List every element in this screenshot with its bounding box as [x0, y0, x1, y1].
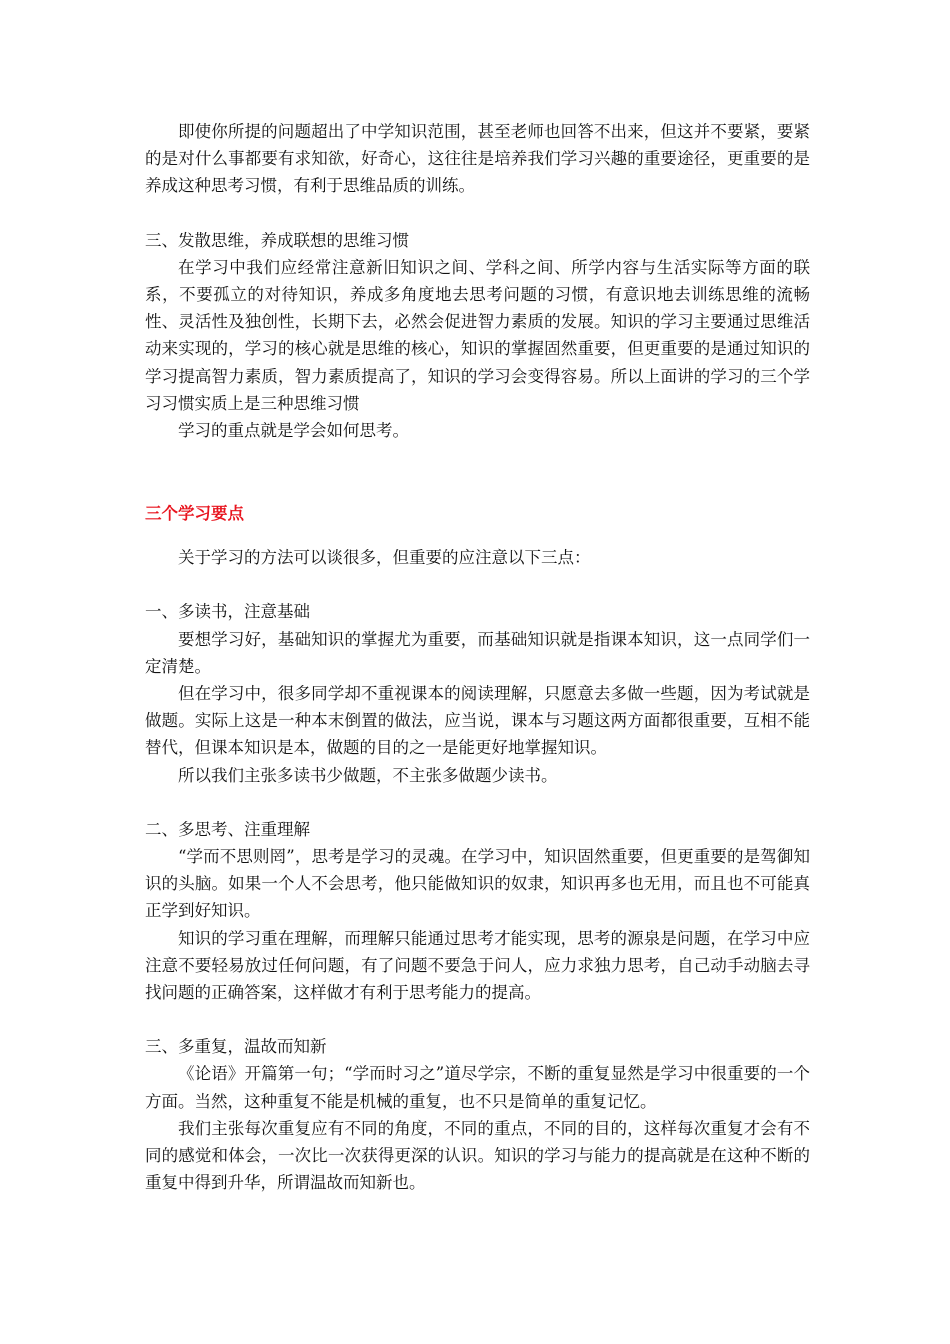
spacer — [145, 527, 810, 544]
section-heading: 三、发散思维，养成联想的思维习惯 — [145, 230, 409, 250]
point-heading: 一、多读书，注意基础 — [145, 602, 310, 622]
paragraph: 学习的重点就是学会如何思考。 — [178, 421, 409, 441]
section-title: 三个学习要点 — [145, 504, 244, 524]
intro-paragraph: 关于学习的方法可以谈很多，但重要的应注意以下三点： — [178, 548, 591, 568]
paragraph: 但在学习中，很多同学却不重视课本的阅读理解，只愿意去多做一些题，因为考试就是做题。实际上这是一种本末倒置的做法，应当说，课本与习题这两方面都很重要，互相不能替代，但课本知识是本，做题的目的之一是能更好地掌握知识。 — [145, 684, 810, 758]
paragraph: 知识的学习重在理解，而理解只能通过思考才能实现，思考的源泉是问题，在学习中应注意不要轻易放过任何问题，有了问题不要急于问人，应力求独力思考，自己动手动脑去寻找问题的正确答案，这样做才有利于思考能力的提高。 — [145, 928, 810, 1003]
paragraph: 要想学习好，基础知识的掌握尤为重要，而基础知识就是指课本知识，这一点同学们一定清楚。 — [145, 629, 810, 676]
spacer — [145, 1006, 810, 1033]
paragraph: 即使你所提的问题超出了中学知识范围，甚至老师也回答不出来，但这并不要紧，要紧的是对什么事都要有求知欲，好奇心，这往往是培养我们学习兴趣的重要途径，更重要的是养成这种思考习惯，有利于思维品质的训练。 — [145, 122, 810, 196]
spacer — [145, 571, 810, 598]
paragraph: “学而不思则罔”，思考是学习的灵魂。在学习中，知识固然重要，但更重要的是驾御知识的头脑。如果一个人不会思考，他只能做知识的奴隶，知识再多也无用，而且也不可能真正学到好知识。 — [145, 847, 810, 921]
spacer — [145, 789, 810, 816]
paragraph: 所以我们主张多读书少做题，不主张多做题少读书。 — [178, 765, 558, 785]
paragraph: 《论语》开篇第一句；“学而时习之”道尽学宗，不断的重复显然是学习中很重要的一个方面。当然，这种重复不能是机械的重复，也不只是简单的重复记忆。 — [145, 1064, 810, 1111]
document-page — [145, 118, 810, 1197]
spacer — [145, 200, 810, 227]
paragraph: 我们主张每次重复应有不同的角度，不同的重点，不同的目的，这样每次重复才会有不同的感觉和体会，一次比一次获得更深的认识。知识的学习与能力的提高就是在这种不断的重复中得到升华，所谓温故而知新也。 — [145, 1118, 810, 1193]
paragraph: 在学习中我们应经常注意新旧知识之间、学科之间、所学内容与生活实际等方面的联系，不要孤立的对待知识，养成多角度地去思考问题的习惯，有意识地去训练思维的流畅性、灵活性及独创性，长期下去，必然会促进智力素质的发展。知识的学习主要通过思维活动来实现的，学习的核心就是思维的核心，知识的掌握固然重要，但更重要的是通过知识的学习提高智力素质，智力素质提高了，知识的学习会变得容易。所以上面讲的学习的三个学习习惯实质上是三种思维习惯 — [145, 257, 810, 413]
spacer — [145, 444, 810, 500]
point-heading: 三、多重复，温故而知新 — [145, 1037, 327, 1057]
point-heading: 二、多思考、注重理解 — [145, 819, 310, 839]
